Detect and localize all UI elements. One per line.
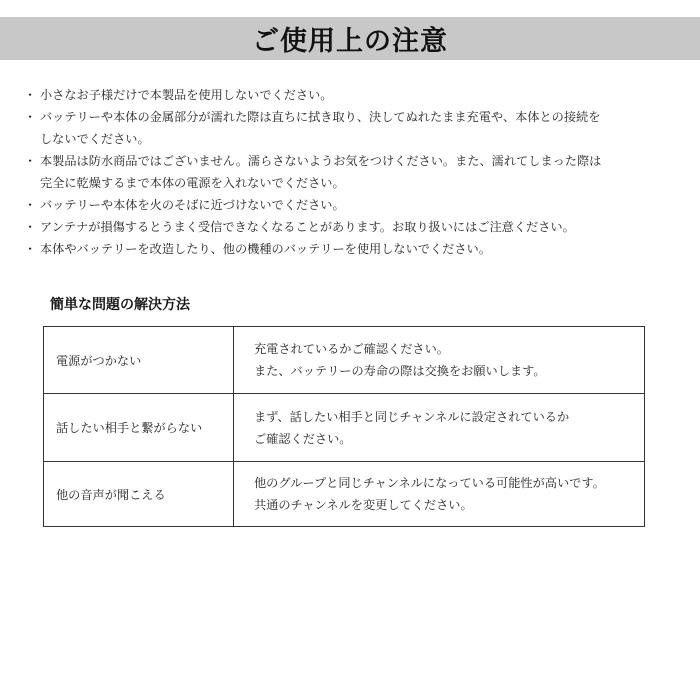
caution-item bbox=[27, 84, 677, 106]
problem-cell: 他の音声が聞こえる bbox=[44, 462, 234, 527]
solution-line: まず、話したい相手と同じチャンネルに設定されているか bbox=[254, 409, 570, 424]
caution-line: ・ 本製品は防水商品ではございません。濡らさないようお気をつけください。また、濡れてしまった際は bbox=[40, 154, 602, 168]
solution-line: ご確認ください。 bbox=[254, 431, 352, 446]
solution-cell bbox=[234, 394, 645, 462]
table-row bbox=[44, 394, 645, 462]
problem-cell: 話したい相手と繋がらない bbox=[44, 394, 234, 462]
solution-line: 充電されているかご確認ください。 bbox=[254, 342, 449, 356]
problem-cell: 電源がつかない bbox=[44, 327, 234, 394]
caution-line: ・ 本体やバッテリーを改造したり、他の機種のバッテリーを使用しないでください。 bbox=[40, 242, 491, 256]
caution-line: しないでください。 bbox=[40, 132, 150, 146]
solution-line: 他のグループと同じチャンネルになっている可能性が高いです。 bbox=[254, 476, 605, 490]
caution-item bbox=[27, 106, 677, 150]
caution-line: ・ バッテリーや本体の金属部分が濡れた際は直ちに拭き取り、決してぬれたまま充電や、本体との接続を bbox=[40, 110, 601, 124]
table-row bbox=[44, 462, 645, 527]
caution-line: ・ バッテリーや本体を火のそばに近づけないでください。 bbox=[40, 198, 345, 212]
caution-item bbox=[27, 216, 677, 238]
caution-list bbox=[27, 84, 677, 260]
title-bar bbox=[0, 17, 700, 60]
caution-item bbox=[27, 194, 677, 216]
solution-line: 共通のチャンネルを変更してください。 bbox=[254, 498, 473, 512]
solution-line: また、バッテリーの寿命の際は交換をお願いします。 bbox=[254, 364, 546, 378]
table-row bbox=[44, 327, 645, 394]
solution-cell bbox=[234, 327, 645, 394]
caution-line: 完全に乾燥するまで本体の電源を入れないでください。 bbox=[40, 176, 345, 190]
caution-line: ・ 小さなお子様だけで本製品を使用しないでください。 bbox=[40, 88, 333, 102]
caution-item bbox=[27, 150, 677, 194]
solution-cell bbox=[234, 462, 645, 527]
troubleshooting-heading: 簡単な問題の解決方法 bbox=[50, 297, 190, 313]
caution-item bbox=[27, 238, 677, 260]
troubleshooting-table bbox=[43, 326, 645, 527]
caution-line: ・ アンテナが損傷するとうまく受信できなくなることがあります。お取り扱いにはご注意ください。 bbox=[40, 220, 575, 234]
page-title: ご使用上の注意 bbox=[252, 26, 448, 57]
